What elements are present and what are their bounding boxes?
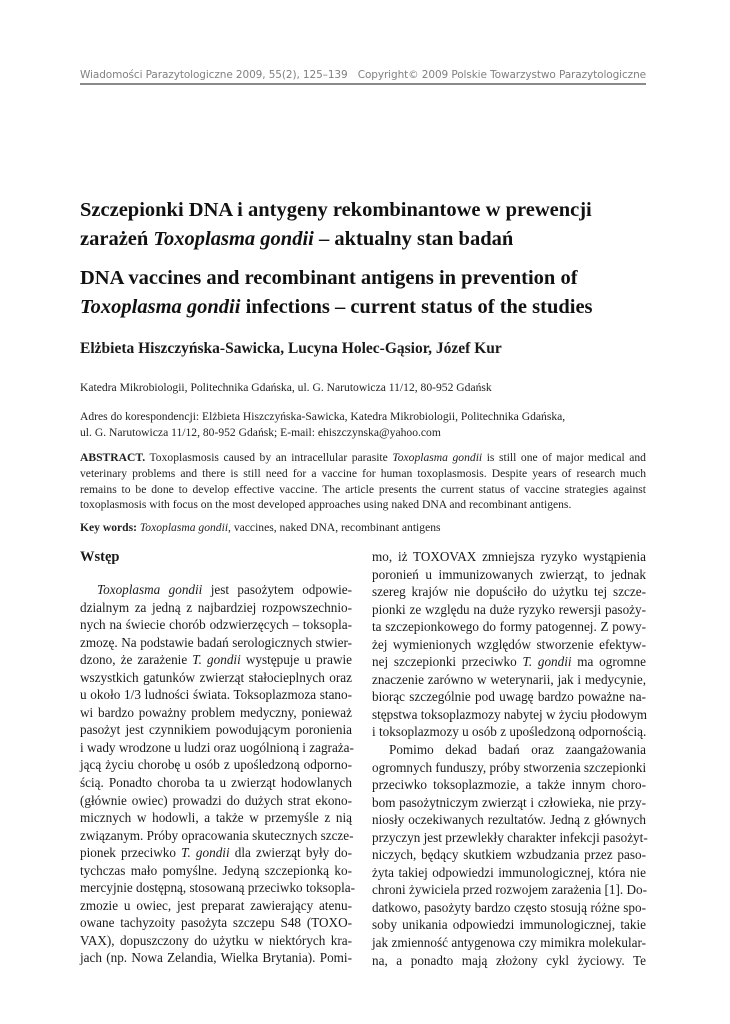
text-line: pionki ze względu na duże ryzyko rewersji pasoży-: [372, 601, 646, 617]
text-line: znaczenie zarówno w weterynarii, jak i medycynie,: [372, 671, 646, 687]
text-line: pasożyt jest czynnikiem powodującym poronienia: [80, 722, 352, 738]
section-heading-introduction: Wstęp: [80, 549, 120, 565]
text-line: i wady wrodzone u ludzi oraz uogólnioną i zagraża-: [80, 739, 354, 755]
text-line: przeciwko toksoplazmozie, a także innym choro-: [372, 777, 646, 793]
text-line: ścią. Ponadto choroba ta u zwierząt hodowlanych: [80, 775, 352, 791]
text-line: pionek przeciwko T. gondii dla zwierząt były do-: [80, 845, 353, 861]
text-line: datkowo, pasożyty bardzo często stosują różne spo-: [372, 899, 646, 915]
species-name: Toxoplasma gondii: [97, 582, 203, 597]
text-line: nej szczepionki przeciwko T. gondii ma ogromne: [372, 654, 647, 670]
text-line: niczych, będący skutkiem wzbudzania przez paso-: [372, 847, 646, 863]
text-line: na, a ponadto mają złożony cykl życiowy. Te: [372, 952, 646, 968]
text-line: dzialnym za jedną z najbardziej rozpowszechnio-: [80, 599, 352, 615]
text-line: zmozę. Na podstawie badań serologicznych stwier-: [80, 634, 352, 650]
abstract-text-part1: Toxoplasmosis caused by an intracellular parasite: [145, 451, 393, 464]
title-polish-line2-pre: zarażeń: [80, 228, 154, 250]
title-english-line1: DNA vaccines and recombinant antigens in prevention of: [80, 267, 578, 289]
abstract-text-part2: is still one of major medical and veterinary problems and there is still need for a vaccine for human toxoplasmosis. Despite years of research much remains to be done to develop effective vaccine. The article presents the current status of vaccine strategies against toxoplasmosis with focus on the most developed approaches using naked DNA and recombinant antigens.: [80, 451, 646, 512]
text-line: stępstwa toksoplazmozy nabytej w życiu płodowym: [372, 706, 648, 722]
correspondence-line2: ul. G. Narutowicza 11/12, 80-952 Gdańsk; E-mail: ehiszczynska@yahoo.com: [80, 425, 441, 439]
affiliation: Katedra Mikrobiologii, Politechnika Gdańska, ul. G. Narutowicza 11/12, 80-952 Gdańsk: [80, 381, 492, 394]
text-line: jak zmienność antygenowa czy mimikra molekular-: [372, 935, 646, 951]
text-line: soby unikania odpowiedzi immunologicznej, takie: [372, 917, 646, 933]
text-line: wszystkich gatunków zwierząt stałocieplnych oraz: [80, 669, 352, 685]
title-polish-line2-post: – aktualny stan badań: [313, 228, 514, 250]
text-line: u około 1/3 ludności świata. Toksoplazmoza stano-: [80, 687, 352, 703]
title-english-species: Toxoplasma gondii: [80, 296, 241, 318]
text-line: mo, iż TOXOVAX zmniejsza ryzyko wystąpienia: [372, 549, 646, 564]
copyright-notice: Copyright© 2009 Polskie Towarzystwo Parazytologiczne: [357, 69, 646, 81]
text-line: wi bardzo poważny problem medyczny, ponieważ: [80, 704, 352, 720]
keywords: [80, 520, 646, 536]
text-line: i toksoplazmozy u osób z upośledzoną odpornością.: [372, 724, 647, 740]
correspondence-line1: Adres do korespondencji: Elżbieta Hiszczyńska-Sawicka, Katedra Mikrobiologii, Politechnika Gdańska,: [80, 410, 566, 423]
title-polish-line1: Szczepionki DNA i antygeny rekombinantowe w prewencji: [80, 199, 592, 221]
correspondence-address: [80, 409, 646, 441]
text-line: micznych w hodowli, a także w przemyśle z nią: [80, 810, 352, 826]
text-line: przyczyn jest przewlekły charakter infekcji pasożyt-: [372, 829, 648, 845]
text-line: bom pasożytniczym zwierząt i człowieka, nie przy-: [372, 794, 646, 810]
text-line: ta szczepionkowego do formy patogennej. Z powy-: [372, 619, 646, 635]
text-line: chroni żywiciela przed rozwojem zarażenia [1]. Do-: [372, 882, 647, 898]
text-line: żyta takiej odpowiedzi immunologicznej, która nie: [372, 864, 646, 880]
keywords-label: Key words:: [80, 521, 137, 534]
text-line: Toxoplasma gondii jest pasożytem odpowie-: [97, 582, 353, 597]
species-name: T. gondii: [181, 845, 230, 861]
text-line: jącą życiu chorobę u osób z upośledzoną odporno-: [80, 757, 352, 773]
author-list: Elżbieta Hiszczyńska-Sawicka, Lucyna Holec-Gąsior, Józef Kur: [80, 340, 502, 357]
species-name: T. gondii: [522, 654, 572, 670]
text-line: nych na świecie chorób odzwierzęcych – toksopla-: [80, 617, 352, 633]
text-line: (głównie owiec) prowadzi do dużych strat ekono-: [80, 792, 352, 808]
journal-citation: Wiadomości Parazytologiczne 2009, 55(2), 125–139: [80, 69, 348, 81]
abstract: [80, 450, 646, 513]
text-line: mercyjnie dostępną, stosowaną przeciwko toksopla-: [80, 880, 356, 896]
text-line: jach (np. Nowa Zelandia, Wielka Brytania). Pomi-: [80, 950, 352, 966]
text-line: ogromnych funduszy, próby stworzenia szczepionki: [372, 759, 647, 775]
body-column-left: [80, 581, 356, 967]
text-line: niosły oczekiwanych rezultatów. Jedną z głównych: [372, 812, 646, 828]
text-line: poronień u immunizowanych zwierząt, to jednak: [372, 566, 646, 582]
text-line: zmozie u owiec, jest preparat zawierający atenu-: [80, 897, 352, 913]
text-line: związanym. Próby opracowania skutecznych szcze-: [80, 827, 354, 843]
text-line: owane tachyzoity pasożyta szczepu S48 (TOXO-: [80, 915, 352, 931]
header-rule: [80, 83, 646, 85]
keywords-list: , vaccines, naked DNA, recombinant antigens: [228, 521, 441, 534]
body-column-right: [372, 548, 646, 969]
text-line: tychczas mało pomyślne. Jedyną szczepionką ko-: [80, 862, 352, 878]
title-english-line2-post: infections – current status of the studies: [240, 296, 593, 318]
text-line: biorąc szczególnie pod uwagę bardzo poważne na-: [372, 689, 646, 705]
title-polish-species: Toxoplasma gondii: [153, 228, 314, 250]
paragraph: [80, 581, 356, 967]
title-english: [80, 264, 646, 322]
text-line: Pomimo dekad badań oraz zaangażowania: [389, 742, 646, 758]
paragraph: [372, 548, 646, 741]
abstract-species: Toxoplasma gondii: [392, 451, 483, 464]
paragraph: [372, 741, 646, 969]
abstract-label: ABSTRACT.: [80, 451, 146, 464]
title-polish: [80, 196, 646, 254]
running-header: [80, 69, 646, 83]
text-line: VAX), dopuszczony do użytku w niektórych kra-: [80, 932, 352, 948]
keywords-species: Toxoplasma gondii: [137, 521, 229, 534]
text-line: żej wymienionych względów stworzenie efektyw-: [372, 636, 646, 652]
species-name: T. gondii: [192, 652, 241, 668]
text-line: dzono, że zarażenie T. gondii występuje u prawie: [80, 652, 352, 668]
text-line: szereg krajów nie dopuściło do użytku tej szcze-: [372, 584, 646, 600]
